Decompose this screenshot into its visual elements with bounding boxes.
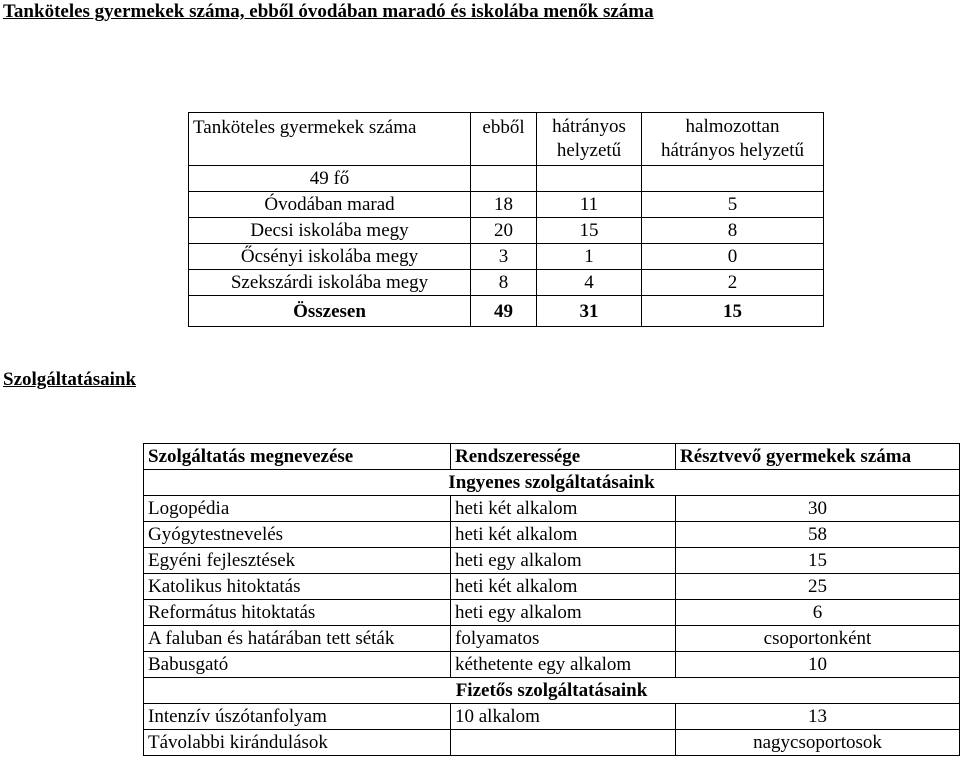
table-row: [189, 244, 824, 270]
empty-cell: [537, 166, 642, 192]
section-row: [144, 678, 960, 704]
table-row: [189, 166, 824, 192]
service-name: Egyéni fejlesztések: [144, 548, 451, 574]
row-label: Szekszárdi iskolába megy: [189, 270, 471, 296]
service-count: 58: [676, 522, 960, 548]
header-line: hátrányos: [552, 116, 626, 137]
cell-ebbol: 18: [471, 192, 537, 218]
service-name: A faluban és határában tett séták: [144, 626, 451, 652]
row-label: Decsi iskolába megy: [189, 218, 471, 244]
cell-halmozottan: 8: [642, 218, 824, 244]
children-table: [188, 112, 824, 327]
service-name: Katolikus hitoktatás: [144, 574, 451, 600]
service-frequency: folyamatos: [451, 626, 676, 652]
table-row: [144, 600, 960, 626]
table-row: [189, 218, 824, 244]
total-children-cell: 49 fő: [189, 166, 471, 192]
page-title: Tanköteles gyermekek száma, ebből óvodában maradó és iskolába menők száma: [3, 1, 654, 22]
service-count: 30: [676, 496, 960, 522]
paid-services-heading: Fizetős szolgáltatásaink: [144, 678, 960, 704]
service-name: Babusgató: [144, 652, 451, 678]
service-count: nagycsoportosok: [676, 730, 960, 756]
sum-row: [189, 296, 824, 327]
cell-ebbol: 20: [471, 218, 537, 244]
row-label: Óvodában marad: [189, 192, 471, 218]
header-cell-hatranyos: [537, 113, 642, 166]
section-row: [144, 470, 960, 496]
empty-cell: [471, 166, 537, 192]
service-frequency: 10 alkalom: [451, 704, 676, 730]
service-name: Távolabbi kirándulások: [144, 730, 451, 756]
cell-halmozottan: 2: [642, 270, 824, 296]
service-frequency: heti két alkalom: [451, 496, 676, 522]
sum-ebbol: 49: [471, 296, 537, 327]
service-count: csoportonként: [676, 626, 960, 652]
cell-halmozottan: 5: [642, 192, 824, 218]
sum-halmozottan: 15: [642, 296, 824, 327]
table-row: [189, 270, 824, 296]
header-line: halmozottan: [685, 116, 780, 137]
table-row: [144, 522, 960, 548]
service-name: Logopédia: [144, 496, 451, 522]
table-row: [144, 548, 960, 574]
service-count: 13: [676, 704, 960, 730]
table-row: [144, 652, 960, 678]
cell-hatranyos: 1: [537, 244, 642, 270]
header-cell-participants: Résztvevő gyermekek száma: [676, 444, 960, 470]
table-row: [144, 704, 960, 730]
empty-cell: [642, 166, 824, 192]
header-cell-ebbol: ebből: [471, 113, 537, 166]
table-row: [144, 574, 960, 600]
service-name: Intenzív úszótanfolyam: [144, 704, 451, 730]
service-count: 10: [676, 652, 960, 678]
table-row: [144, 730, 960, 756]
free-services-heading: Ingyenes szolgáltatásaink: [144, 470, 960, 496]
cell-ebbol: 3: [471, 244, 537, 270]
service-name: Református hitoktatás: [144, 600, 451, 626]
service-frequency: heti két alkalom: [451, 574, 676, 600]
header-cell-frequency: Rendszeressége: [451, 444, 676, 470]
header-cell-children: Tanköteles gyermekek száma: [189, 113, 471, 166]
cell-hatranyos: 15: [537, 218, 642, 244]
sum-label: Összesen: [189, 296, 471, 327]
table-row: [144, 626, 960, 652]
header-cell-halmozottan: [642, 113, 824, 166]
table-row: [144, 496, 960, 522]
service-count: 6: [676, 600, 960, 626]
service-frequency: heti egy alkalom: [451, 600, 676, 626]
services-table: [143, 443, 960, 756]
table-header-row: [144, 444, 960, 470]
service-count: 25: [676, 574, 960, 600]
service-frequency: kéthetente egy alkalom: [451, 652, 676, 678]
header-line: helyzetű: [556, 140, 622, 161]
services-heading: Szolgáltatásaink: [3, 369, 137, 390]
row-label: Őcsényi iskolába megy: [189, 244, 471, 270]
service-name: Gyógytestnevelés: [144, 522, 451, 548]
service-frequency: heti egy alkalom: [451, 548, 676, 574]
header-line: hátrányos helyzetű: [661, 140, 804, 161]
cell-hatranyos: 4: [537, 270, 642, 296]
service-frequency: [451, 730, 676, 756]
service-count: 15: [676, 548, 960, 574]
table-row: [189, 192, 824, 218]
service-frequency: heti két alkalom: [451, 522, 676, 548]
cell-hatranyos: 11: [537, 192, 642, 218]
header-cell-service: Szolgáltatás megnevezése: [144, 444, 451, 470]
sum-hatranyos: 31: [537, 296, 642, 327]
cell-halmozottan: 0: [642, 244, 824, 270]
table-header-row: [189, 113, 824, 166]
cell-ebbol: 8: [471, 270, 537, 296]
